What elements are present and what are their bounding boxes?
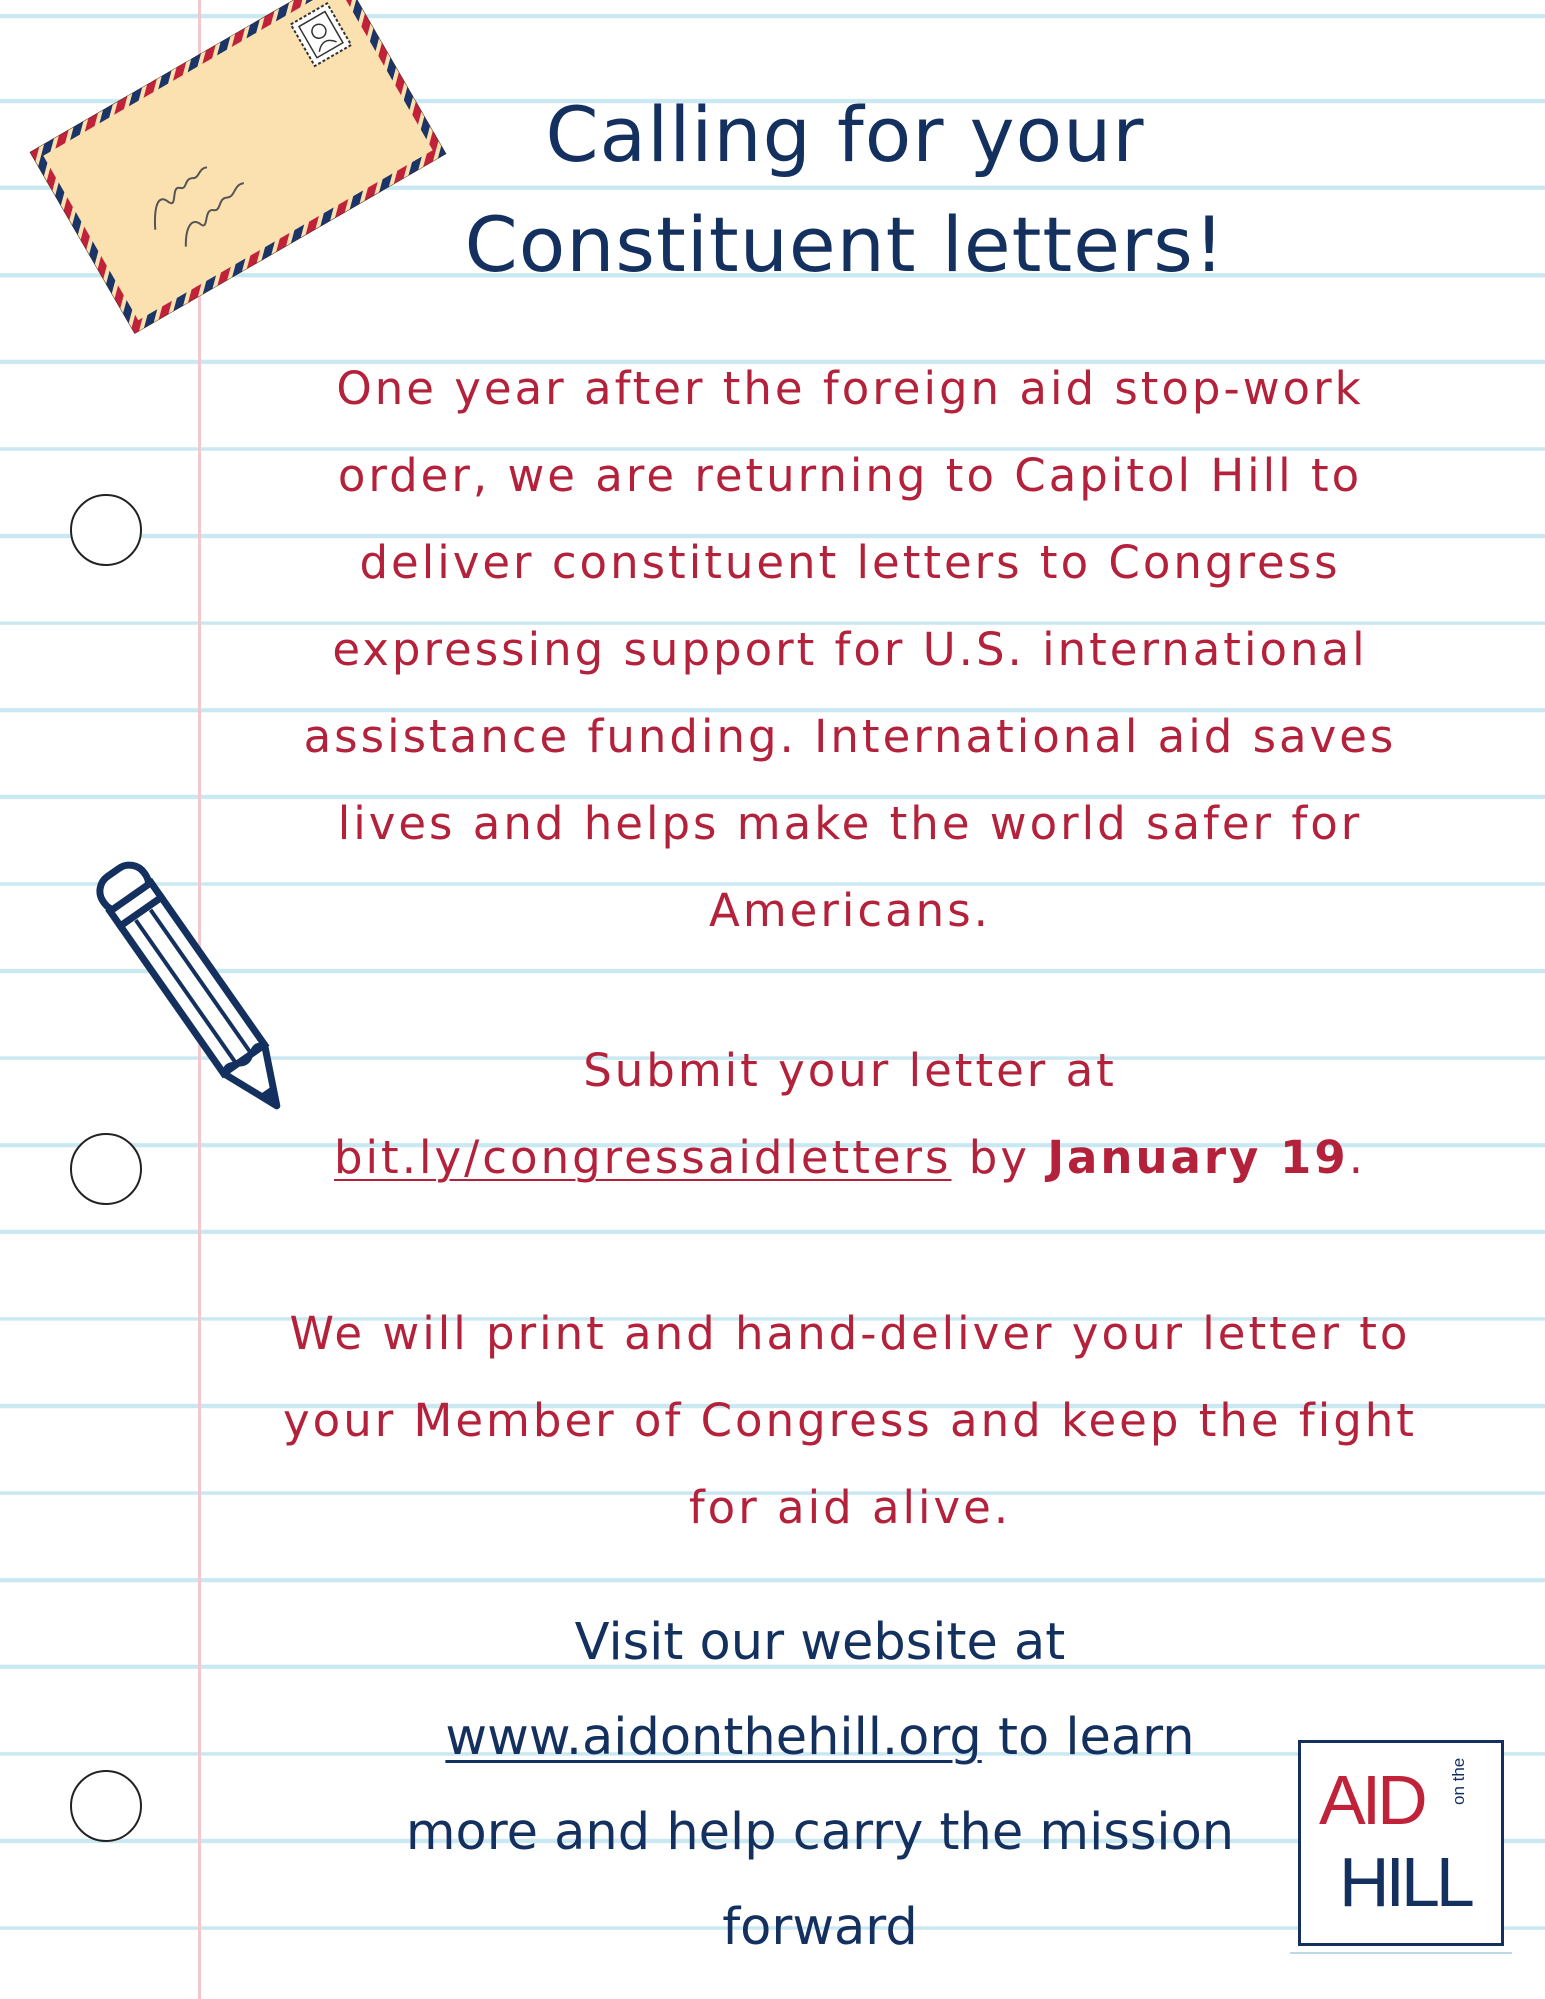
intro-paragraph <box>230 345 1470 954</box>
delivery-line: your Member of Congress and keep the fight <box>283 1394 1417 1447</box>
submit-period: . <box>1348 1131 1366 1184</box>
submit-paragraph <box>230 1027 1470 1201</box>
aid-on-the-hill-logo <box>1298 1740 1504 1946</box>
title-line-2: Constituent letters! <box>464 200 1226 289</box>
submit-link-line <box>230 1114 1470 1201</box>
website-line: forward <box>722 1898 918 1957</box>
intro-line: Americans. <box>709 884 991 937</box>
intro-line: lives and helps make the world safer for <box>337 797 1363 850</box>
website-link-line <box>360 1690 1280 1785</box>
delivery-paragraph <box>230 1290 1470 1551</box>
submit-line: Submit your letter at <box>583 1044 1117 1097</box>
website-line: Visit our website at <box>574 1613 1066 1672</box>
delivery-line: We will print and hand-deliver your letter to <box>289 1307 1411 1360</box>
website-line: more and help carry the mission <box>405 1803 1235 1862</box>
submission-link[interactable]: bit.ly/congressaidletters <box>333 1131 952 1184</box>
intro-line: assistance funding. International aid saves <box>303 710 1397 763</box>
binder-hole-top <box>70 494 142 566</box>
title-line-1: Calling for your <box>545 90 1145 179</box>
submit-by-text: by <box>951 1131 1048 1184</box>
binder-hole-middle <box>70 1133 142 1205</box>
website-link[interactable]: www.aidonthehill.org <box>445 1708 982 1767</box>
intro-line: order, we are returning to Capitol Hill to <box>337 449 1363 502</box>
logo-divider <box>1290 1952 1512 1954</box>
logo-on-the-text: on the <box>1449 1757 1468 1805</box>
deadline-date: January 19 <box>1047 1131 1349 1184</box>
logo-aid-text: AID <box>1319 1761 1424 1839</box>
intro-line: expressing support for U.S. international <box>332 623 1368 676</box>
intro-line: deliver constituent letters to Congress <box>359 536 1341 589</box>
page-title <box>330 80 1360 300</box>
logo-hill-text: HILL <box>1339 1843 1471 1921</box>
binder-hole-bottom <box>70 1770 142 1842</box>
delivery-line: for aid alive. <box>688 1481 1012 1534</box>
intro-line: One year after the foreign aid stop-work <box>336 362 1364 415</box>
website-paragraph <box>360 1595 1280 1975</box>
website-after-link: to learn <box>981 1708 1195 1767</box>
